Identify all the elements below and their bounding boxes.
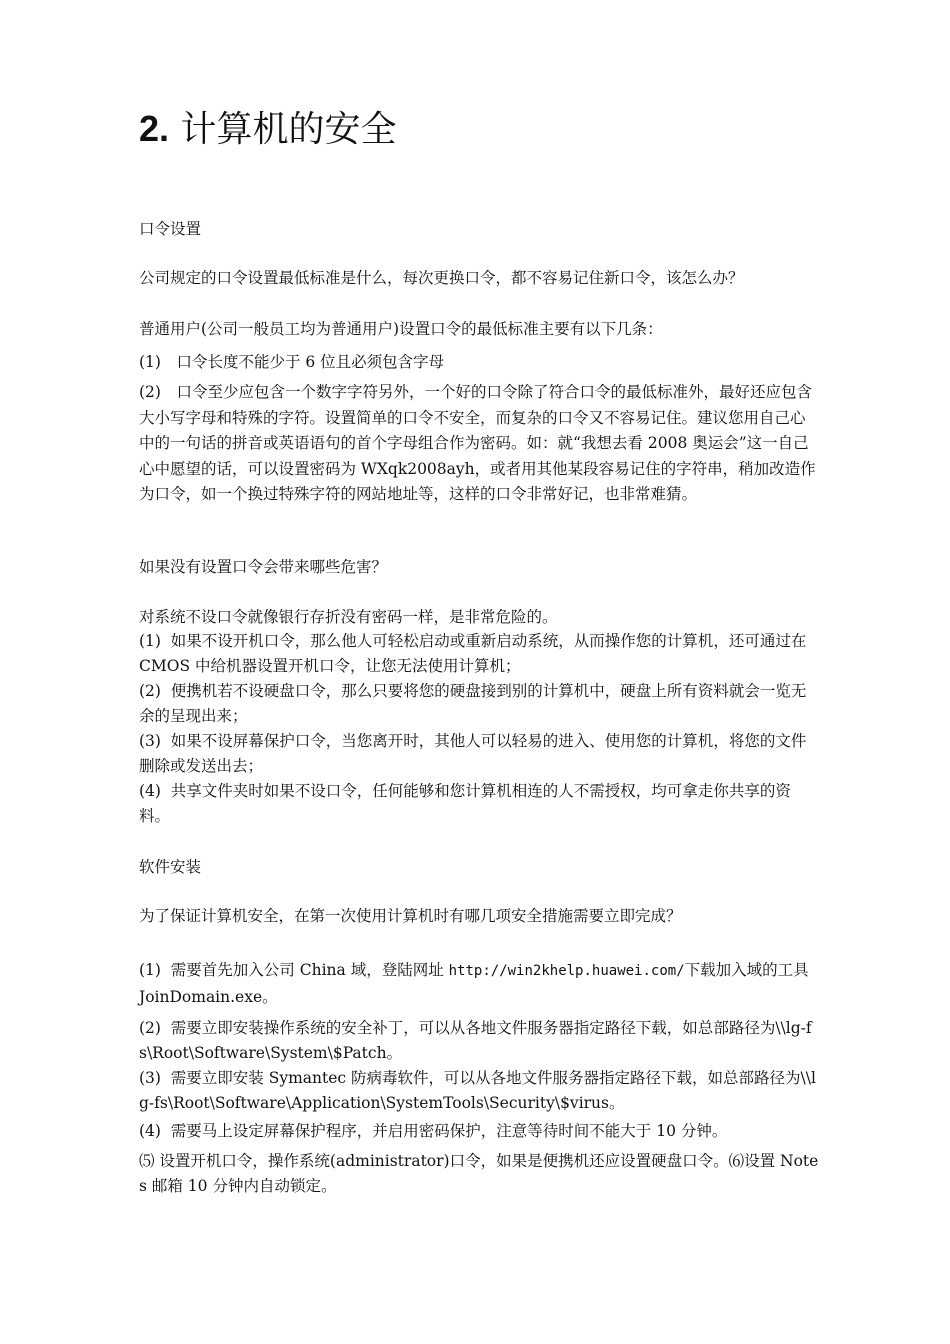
software-item-1-text: (1) 需要首先加入公司 China 域，登陆网址 [139,961,449,979]
question-password: 公司规定的口令设置最低标准是什么，每次更换口令，都不容易记住新口令，该怎么办？ [139,269,744,287]
title-number: 2. [139,108,170,149]
password-rule-1: (1) 口令长度不能少于 6 位且必须包含字母 [139,353,445,371]
software-item-1 [139,958,819,1010]
software-item-3: (3) 需要立即安装 Symantec 防病毒软件，可以从各地文件服务器指定路径下载，如总部路径为\\lg-fs\Root\Software\Application\SystemTools\Security\$virus。 [139,1069,816,1112]
harm-question: 如果没有设置口令会带来哪些危害？ [139,558,388,576]
harm-item-4: (4) 共享文件夹时如果不设口令，任何能够和您计算机相连的人不需授权，均可拿走你共享的资料。 [139,782,791,825]
software-item-1-tail: 下载加入域的工具 JoinDomain.exe。 [139,961,814,1006]
domain-help-link[interactable]: http://win2khelp.huawei.com/ [448,963,685,979]
harm-intro: 对系统不设口令就像银行存折没有密码一样，是非常危险的。 [139,608,558,626]
question-software: 为了保证计算机安全，在第一次使用计算机时有哪几项安全措施需要立即完成？ [139,907,682,925]
harm-item-2: (2) 便携机若不设硬盘口令，那么只要将您的硬盘接到别的计算机中，硬盘上所有资料就会一览无余的呈现出来； [139,682,807,725]
password-intro: 普通用户(公司一般员工均为普通用户)设置口令的最低标准主要有以下几条： [139,320,663,338]
password-rule-2: (2) 口令至少应包含一个数字字符另外，一个好的口令除了符合口令的最低标准外，最好还应包含大小写字母和特殊的字符。设置简单的口令不安全，而复杂的口令又不容易记住。建议您用自己心中的一句话的拼音或英语语句的首个字母组合作为密码。如：就“我想去看 2008 奥运会”这一自己心中愿望的话，可以设置密码为 WXqk2008ayh，或者用其他某段容易记住的字符串，稍加改造作为口令，如一个换过特殊字符的网站地址等，这样的口令非常好记，也非常难猜。 [139,383,816,503]
page-title [139,105,397,154]
heading-software: 软件安装 [139,858,202,876]
software-item-5: ⑸ 设置开机口令，操作系统(administrator)口令，如果是便携机还应设置硬盘口令。⑹设置 Notes 邮箱 10 分钟内自动锁定。 [139,1152,819,1195]
software-item-2: (2) 需要立即安装操作系统的安全补丁，可以从各地文件服务器指定路径下载，如总部路径为\\lg-fs\Root\Software\System\$Patch。 [139,1019,812,1062]
software-item-4: (4) 需要马上设定屏幕保护程序，并启用密码保护，注意等待时间不能大于 10 分钟。 [139,1122,728,1140]
harm-item-3: (3) 如果不设屏幕保护口令，当您离开时，其他人可以轻易的进入、使用您的计算机，将您的文件删除或发送出去； [139,732,807,775]
harm-item-1: (1) 如果不设开机口令，那么他人可轻松启动或重新启动系统，从而操作您的计算机，还可通过在 CMOS 中给机器设置开机口令，让您无法使用计算机； [139,632,812,675]
heading-password: 口令设置 [139,220,202,238]
title-text: 计算机的安全 [180,109,397,150]
